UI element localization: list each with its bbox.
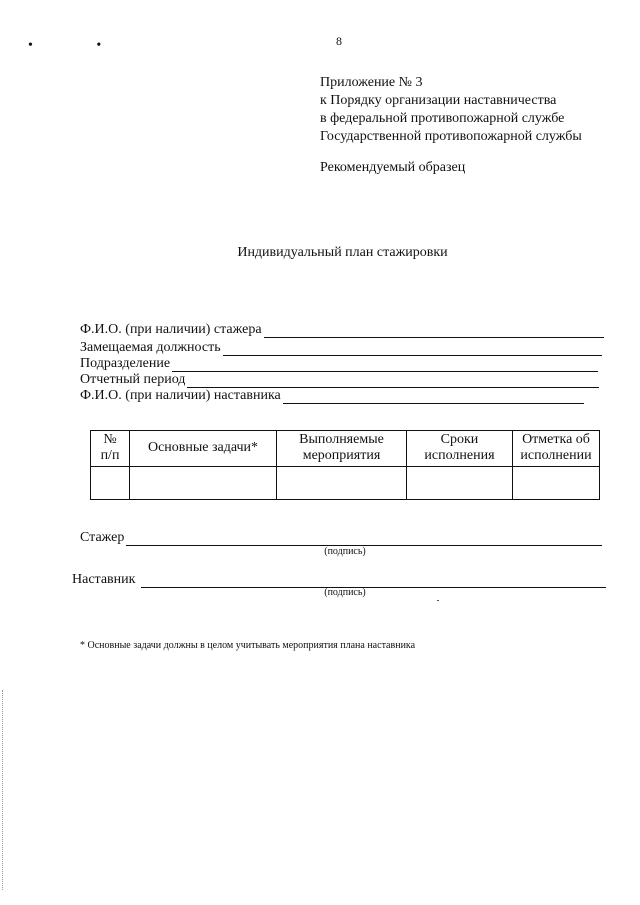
page-number: 8 — [336, 34, 342, 48]
plan-table — [90, 430, 600, 500]
field-label: Ф.И.О. (при наличии) стажера — [80, 322, 262, 337]
table-row — [91, 467, 600, 500]
mentor-signature-field[interactable] — [72, 572, 606, 588]
trainee-name-field[interactable] — [80, 322, 604, 338]
appendix-line: в федеральной противопожарной службе — [320, 111, 565, 126]
division-field[interactable] — [80, 356, 598, 372]
col-deadlines-header: Сроки исполнения — [407, 431, 513, 467]
signature-caption: (подпись) — [324, 546, 366, 557]
field-label: Замещаемая должность — [80, 340, 221, 355]
signature-caption: (подпись) — [324, 587, 366, 598]
sample-label: Рекомендуемый образец — [320, 160, 466, 175]
col-number-header: № п/п — [91, 431, 130, 467]
trainee-signature-field[interactable] — [80, 530, 602, 546]
appendix-line: Приложение № 3 — [320, 75, 423, 90]
scan-margin-mark — [2, 690, 4, 890]
table-cell[interactable] — [277, 467, 407, 500]
col-tasks-header: Основные задачи* — [130, 431, 277, 467]
appendix-line: Государственной противопожарной службы — [320, 129, 582, 144]
signature-label: Стажер — [80, 530, 125, 545]
document-title: Индивидуальный план стажировки — [237, 245, 448, 260]
table-cell[interactable] — [513, 467, 600, 500]
appendix-line: к Порядку организации наставничества — [320, 93, 557, 108]
field-label: Отчетный период — [80, 372, 186, 387]
mentor-name-field[interactable] — [80, 388, 584, 404]
field-label: Подразделение — [80, 356, 171, 371]
signature-label: Наставник — [72, 572, 136, 587]
field-label: Ф.И.О. (при наличии) наставника — [80, 388, 281, 403]
scan-specks: • • — [28, 38, 132, 53]
col-activities-header: Выполняемые мероприятия — [277, 431, 407, 467]
col-completion-header: Отметка об исполнении — [513, 431, 600, 467]
scan-speck — [437, 600, 439, 601]
position-field[interactable] — [80, 340, 602, 356]
table-header-row — [91, 431, 600, 467]
reporting-period-field[interactable] — [80, 372, 599, 388]
table-cell[interactable] — [130, 467, 277, 500]
table-cell[interactable] — [91, 467, 130, 500]
footnote: * Основные задачи должны в целом учитывать мероприятия плана наставника — [80, 640, 416, 651]
table-cell[interactable] — [407, 467, 513, 500]
appendix-header — [320, 74, 582, 146]
